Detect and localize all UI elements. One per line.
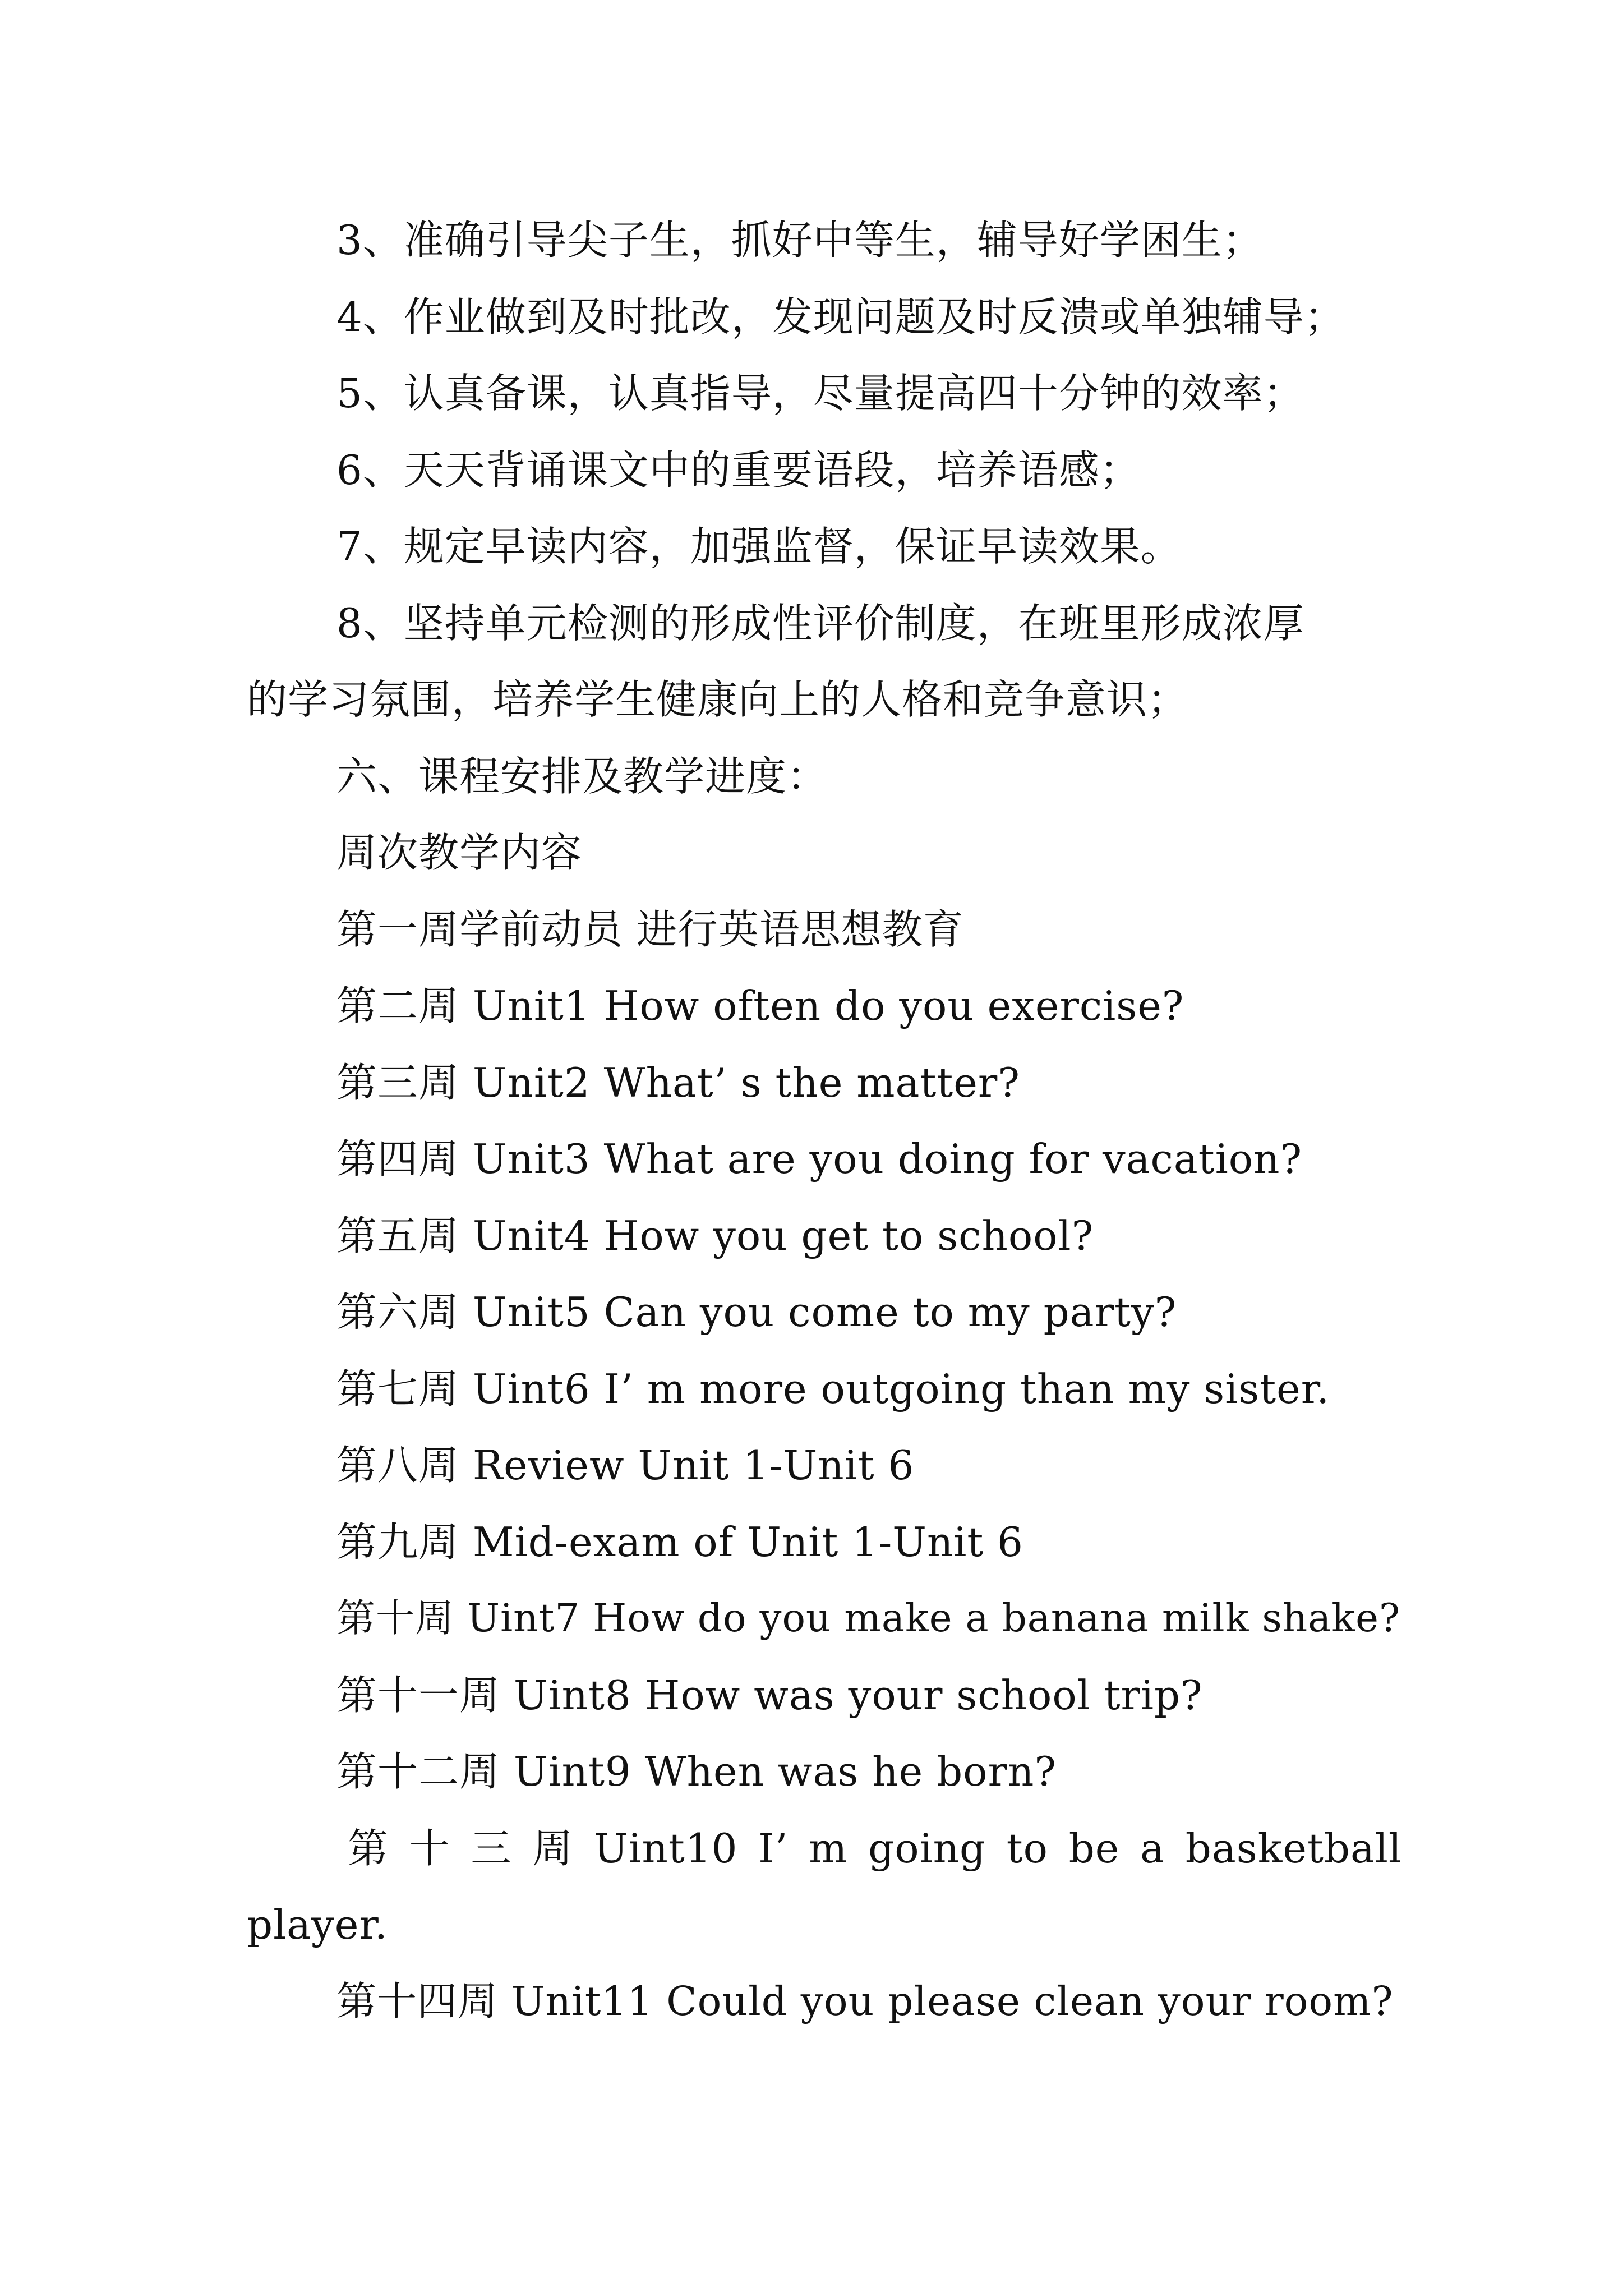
paragraph-item-4: 4、作业做到及时批改，发现问题及时反溃或单独辅导； (336, 293, 1345, 341)
paragraph-item-8-line-1: 8、坚持单元检测的形成性评价制度，在班里形成浓厚 (336, 599, 1304, 647)
week13-word: be (1068, 1824, 1120, 1872)
schedule-row-week-5: 第五周 Unit4 How you get to school? (336, 1212, 1094, 1259)
week13-word: 周 (532, 1824, 574, 1872)
schedule-row-week-7: 第七周 Uint6 I’ m more outgoing than my sister. (336, 1365, 1330, 1412)
schedule-row-week-2: 第二周 Unit1 How often do you exercise? (336, 982, 1184, 1029)
section-title: 六、课程安排及教学进度： (336, 752, 828, 800)
schedule-row-week-10: 第十周 Uint7 How do you make a banana milk shake? (336, 1596, 1400, 1641)
document-body (247, 213, 1402, 2051)
week13-word: Uint10 (593, 1824, 738, 1872)
schedule-row-week-11: 第十一周 Uint8 How was your school trip? (336, 1671, 1203, 1719)
schedule-row-week-1: 第一周学前动员 进行英语思想教育 (336, 905, 964, 953)
paragraph-item-3: 3、准确引导尖子生，抓好中等生，辅导好学困生； (336, 217, 1264, 264)
schedule-row-week-9: 第九周 Mid-exam of Unit 1-Unit 6 (336, 1518, 1023, 1566)
week13-word: to (1006, 1824, 1049, 1872)
paragraph-item-8-line-2: 的学习氛围，培养学生健康向上的人格和竞争意识； (247, 676, 1189, 723)
schedule-row-week-13-line-2: player. (247, 1901, 388, 1948)
paragraph-item-5: 5、认真备课，认真指导，尽量提高四十分钟的效率； (336, 370, 1304, 417)
schedule-row-week-12: 第十二周 Uint9 When was he born? (336, 1748, 1057, 1795)
week13-word: m (809, 1824, 848, 1872)
paragraph-item-6: 6、天天背诵课文中的重要语段，培养语感； (336, 446, 1141, 494)
week13-word: 十 (409, 1824, 450, 1872)
week13-word: basketball (1185, 1824, 1402, 1872)
schedule-row-week-14: 第十四周 Unit11 Could you please clean your room? (336, 1977, 1394, 2024)
week13-word: going (868, 1824, 986, 1872)
schedule-row-week-3: 第三周 Unit2 What’ s the matter? (336, 1059, 1020, 1106)
schedule-row-week-6: 第六周 Unit5 Can you come to my party? (336, 1289, 1177, 1336)
schedule-row-week-13-line-1 (247, 1821, 1402, 1898)
schedule-row-week-4: 第四周 Unit3 What are you doing for vacation? (336, 1135, 1303, 1182)
table-header: 周次教学内容 (336, 829, 583, 876)
paragraph-item-7: 7、规定早读内容，加强监督，保证早读效果。 (336, 523, 1182, 570)
week13-word: a (1140, 1824, 1165, 1872)
schedule-row-week-8: 第八周 Review Unit 1-Unit 6 (336, 1442, 915, 1489)
week13-word: 三 (471, 1824, 512, 1872)
week13-word: I’ (758, 1824, 789, 1872)
week13-word: 第 (348, 1824, 389, 1872)
